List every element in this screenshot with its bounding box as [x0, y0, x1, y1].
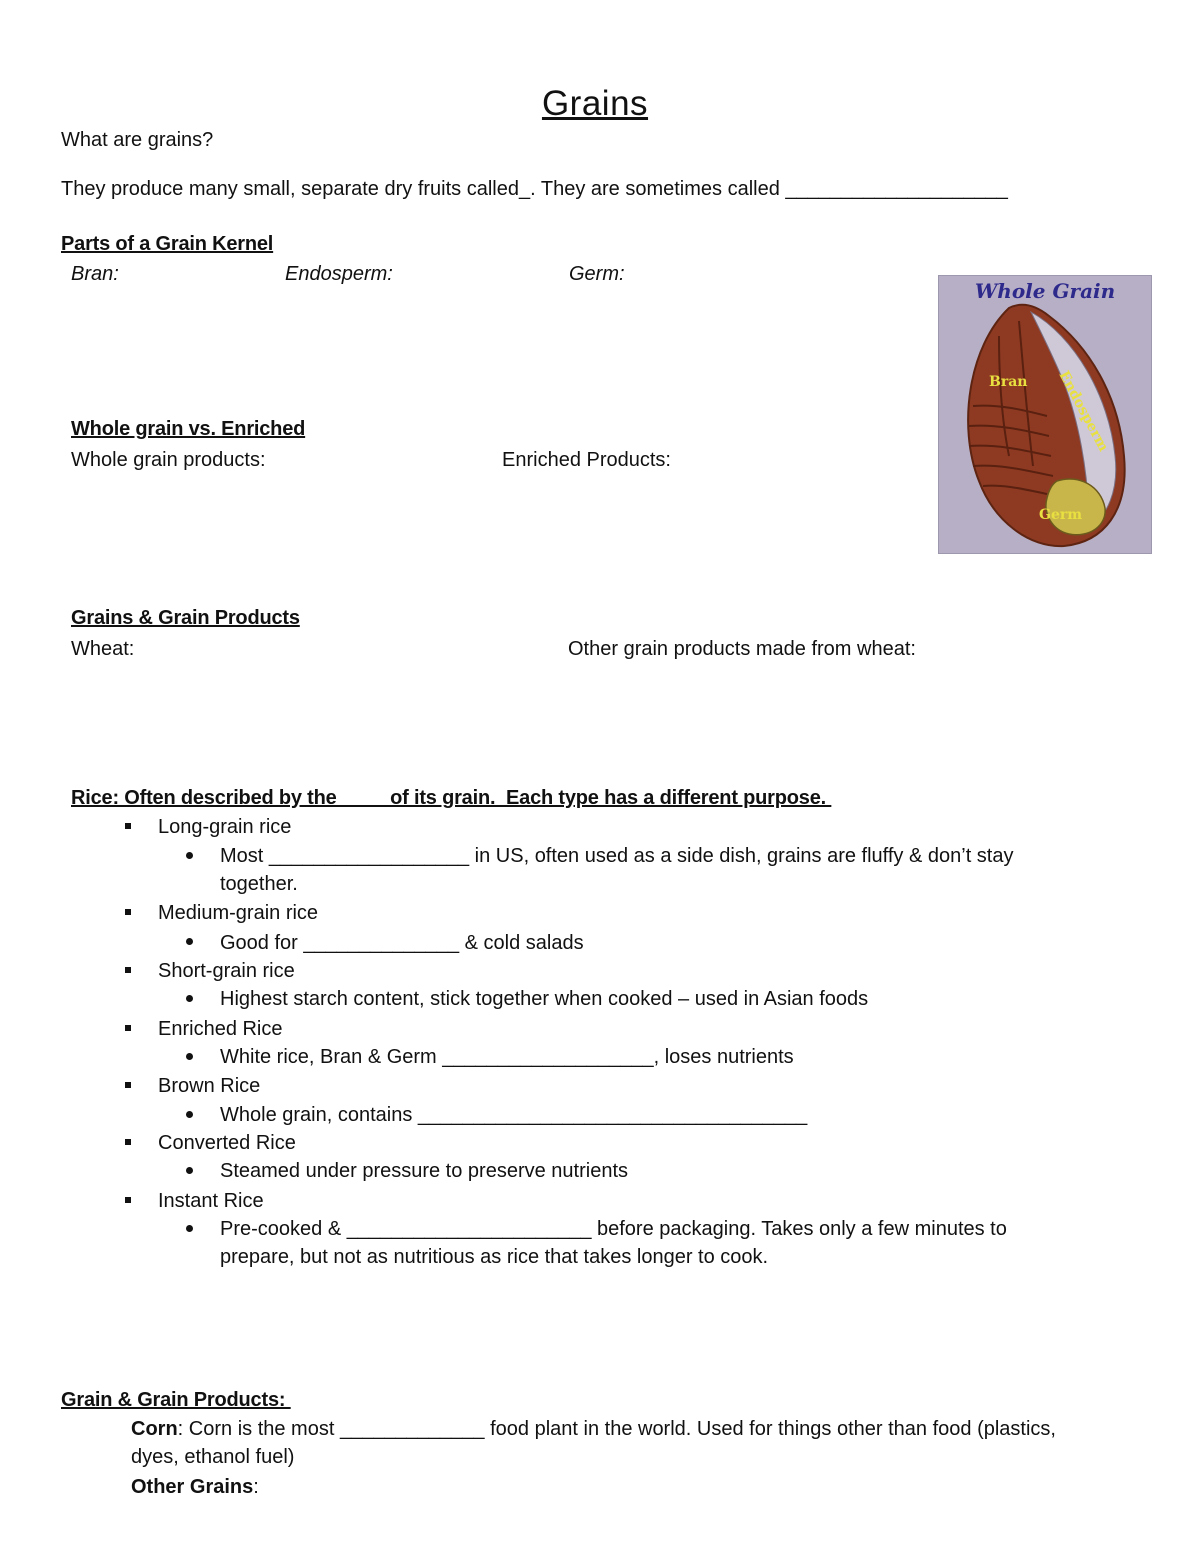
whole-vs-enriched-heading: Whole grain vs. Enriched	[71, 418, 306, 440]
rice-item-label: Medium-grain rice	[158, 902, 319, 924]
square-bullet-icon	[125, 909, 131, 915]
rice-item-label: Enriched Rice	[158, 1018, 283, 1040]
rice-heading: Rice: Often described by the of its grain. Each type has a different purpose.	[71, 787, 832, 809]
round-bullet-icon	[186, 1111, 193, 1118]
round-bullet-icon	[186, 1167, 193, 1174]
enriched-products-label: Enriched Products:	[502, 449, 671, 471]
whole-grain-products-label: Whole grain products:	[71, 449, 266, 471]
rice-item-label: Short-grain rice	[158, 960, 295, 982]
wheat-label: Wheat:	[71, 638, 135, 660]
rice-item-detail: Steamed under pressure to preserve nutrients	[220, 1160, 628, 1182]
bran-label: Bran:	[71, 263, 119, 285]
square-bullet-icon	[125, 823, 131, 829]
endosperm-label: Endosperm:	[285, 263, 393, 285]
rice-item-detail: Most __________________ in US, often used as a side dish, grains are fluffy & don’t stay together.	[220, 845, 1014, 895]
round-bullet-icon	[186, 1053, 193, 1060]
rice-item-detail: Pre-cooked & ______________________ before packaging. Takes only a few minutes to prepare, but not as nutritious as rice that takes longer to cook.	[220, 1218, 1007, 1268]
rice-item-label: Long-grain rice	[158, 816, 292, 838]
grain-products-heading: Grains & Grain Products	[71, 607, 300, 629]
question-text: What are grains?	[61, 129, 214, 151]
grain-products-2-heading: Grain & Grain Products:	[61, 1389, 291, 1411]
other-grains-label: Other Grains	[131, 1476, 254, 1498]
whole-grain-kernel-illustration	[939, 276, 1151, 553]
corn-paragraph	[131, 1415, 1081, 1471]
figure-title: Whole Grain	[974, 279, 1116, 303]
round-bullet-icon	[186, 938, 193, 945]
figure-label-bran: Bran	[989, 374, 1028, 390]
square-bullet-icon	[125, 1197, 131, 1203]
rice-item-label: Instant Rice	[158, 1190, 264, 1212]
page-title: Grains	[541, 84, 649, 123]
round-bullet-icon	[186, 852, 193, 859]
corn-text: : Corn is the most _____________ food plant in the world. Used for things other than food (plastics, dyes, ethanol fuel)	[131, 1418, 1056, 1468]
other-wheat-products-label: Other grain products made from wheat:	[568, 638, 916, 660]
round-bullet-icon	[186, 1225, 193, 1232]
rice-item-detail: Highest starch content, stick together when cooked – used in Asian foods	[220, 988, 869, 1010]
intro-text: They produce many small, separate dry fruits called_. They are sometimes called ____________________	[61, 178, 1008, 200]
square-bullet-icon	[125, 967, 131, 973]
other-grains-line	[131, 1477, 259, 1497]
figure-label-endosperm: Endosperm	[1055, 368, 1112, 455]
square-bullet-icon	[125, 1025, 131, 1031]
whole-grain-figure	[938, 275, 1152, 554]
figure-label-germ: Germ	[1039, 507, 1083, 523]
rice-item-detail: Good for ______________ & cold salads	[220, 932, 584, 954]
kernel-heading: Parts of a Grain Kernel	[61, 233, 274, 255]
other-grains-colon: :	[253, 1476, 259, 1498]
germ-label: Germ:	[569, 263, 625, 285]
square-bullet-icon	[125, 1082, 131, 1088]
corn-label: Corn	[131, 1418, 178, 1440]
rice-item-label: Converted Rice	[158, 1132, 296, 1154]
rice-item-detail: Whole grain, contains ___________________________________	[220, 1104, 808, 1126]
square-bullet-icon	[125, 1139, 131, 1145]
rice-item-label: Brown Rice	[158, 1075, 261, 1097]
rice-item-detail: White rice, Bran & Germ ___________________, loses nutrients	[220, 1046, 794, 1068]
round-bullet-icon	[186, 995, 193, 1002]
